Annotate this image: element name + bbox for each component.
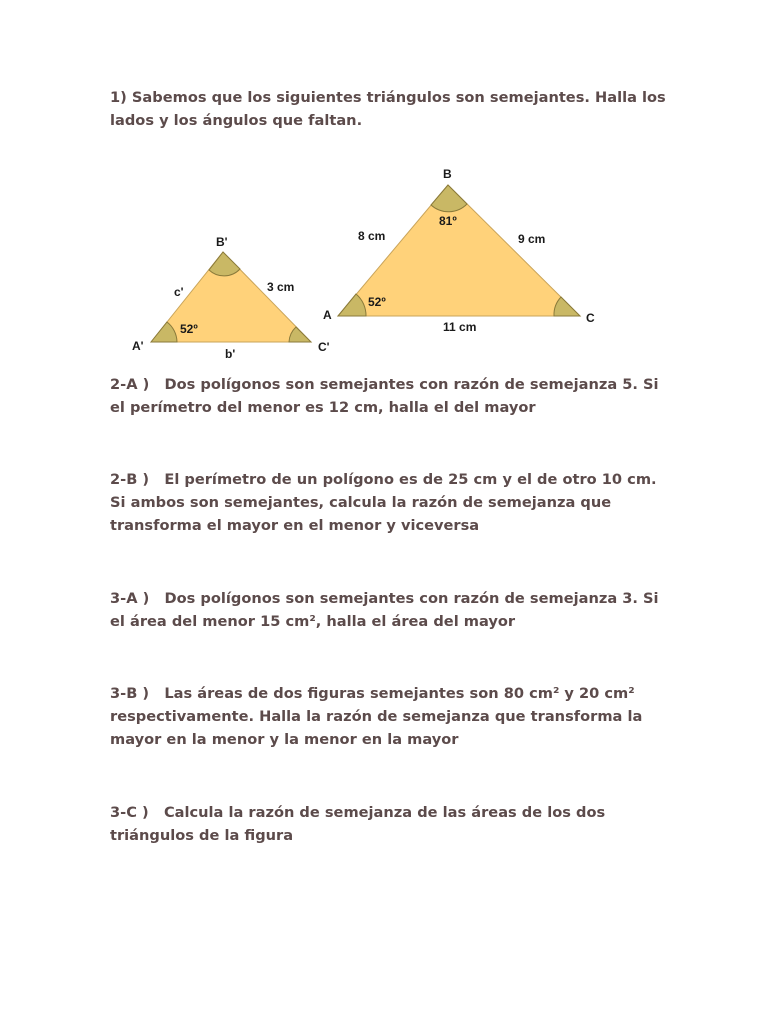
large-side-c-label: 8 cm (358, 229, 386, 243)
question-1 (110, 86, 670, 132)
question-3b-label: 3-B ) (110, 685, 150, 702)
small-vertex-c-label: C' (318, 340, 330, 354)
large-side-a-label: 9 cm (518, 232, 546, 246)
question-3a-label: 3-A ) (110, 590, 150, 607)
small-vertex-b-label: B' (216, 235, 228, 249)
large-side-b-label: 11 cm (443, 320, 477, 334)
large-vertex-b-label: B (443, 167, 452, 181)
small-vertex-a-label: A' (132, 339, 144, 353)
small-side-a-label: 3 cm (267, 280, 295, 294)
small-side-b-label: b' (225, 347, 236, 361)
large-vertex-c-label: C (586, 311, 595, 325)
large-angle-a-label: 52º (368, 295, 386, 309)
small-angle-a-label: 52º (180, 322, 198, 336)
similar-triangles-figure (0, 160, 768, 370)
large-vertex-a-label: A (323, 308, 332, 322)
question-3a (110, 587, 670, 633)
question-3a-text: Dos polígonos son semejantes con razón de semejanza 3. Si el área del menor 15 cm², halla el área del mayor (110, 590, 659, 630)
question-2b (110, 468, 670, 537)
small-angle-b-marker (209, 252, 240, 276)
question-2a (110, 373, 670, 419)
question-2a-label: 2-A ) (110, 376, 150, 393)
question-3b-text: Las áreas de dos figuras semejantes son 80 cm² y 20 cm² respectivamente. Halla la razón de semejanza que transforma la mayor en la menor y la menor en la mayor (110, 685, 643, 748)
question-1-text: 1) Sabemos que los siguientes triángulos son semejantes. Halla los lados y los ángulos que faltan. (110, 89, 666, 129)
large-triangle (323, 167, 595, 334)
question-3c (110, 801, 670, 847)
question-3b (110, 682, 670, 751)
large-angle-b-label: 81º (439, 214, 457, 228)
small-triangle (132, 235, 330, 361)
small-side-c-label: c' (174, 285, 184, 299)
question-3c-label: 3-C ) (110, 804, 149, 821)
large-angle-b-marker (431, 185, 467, 212)
question-2a-text: Dos polígonos son semejantes con razón de semejanza 5. Si el perímetro del menor es 12 cm, halla el del mayor (110, 376, 659, 416)
question-2b-label: 2-B ) (110, 471, 150, 488)
question-3c-text: Calcula la razón de semejanza de las áreas de los dos triángulos de la figura (110, 804, 606, 844)
question-2b-text: El perímetro de un polígono es de 25 cm y el de otro 10 cm. Si ambos son semejantes, calcula la razón de semejanza que transforma el mayor en el menor y viceversa (110, 471, 657, 534)
